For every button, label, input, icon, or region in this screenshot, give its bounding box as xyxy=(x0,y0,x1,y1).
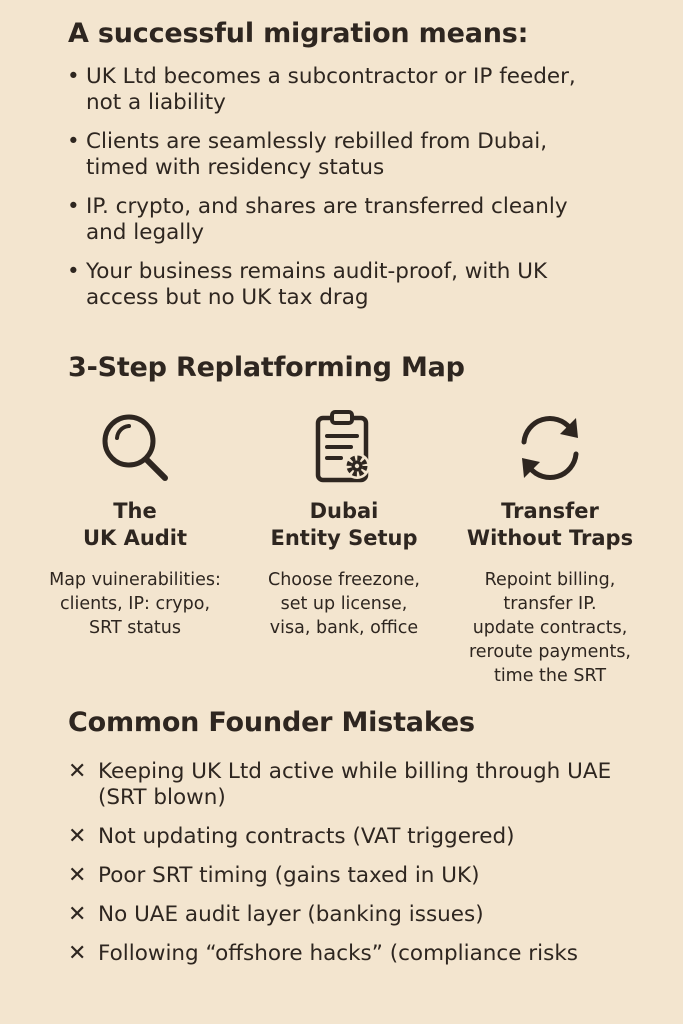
step-title: Transfer Without Traps xyxy=(466,499,634,550)
mistakes-list xyxy=(68,759,668,980)
step-description: Repoint billing, transfer IP. update contracts, reroute payments, time the SRT xyxy=(468,570,631,686)
list-item: ✕ Keeping UK Ltd active while billing through UAE (SRT blown) xyxy=(68,759,612,810)
refresh-arrows-icon xyxy=(450,408,650,488)
document-gear-icon xyxy=(244,408,444,488)
list-item: ✕ Not updating contracts (VAT triggered) xyxy=(68,824,515,849)
magnifier-icon xyxy=(35,408,235,488)
cross-icon: ✕ xyxy=(68,902,87,927)
list-item: ✕ No UAE audit layer (banking issues) xyxy=(68,902,484,927)
step-dubai-entity-setup xyxy=(244,408,444,640)
step-description: Map vuinerabilities: clients, IP: crypo, SRT status xyxy=(49,570,221,638)
bullet-icon: • xyxy=(67,259,80,284)
steps-row xyxy=(40,408,660,698)
list-item: • Your business remains audit-proof, with UK access but no UK tax drag xyxy=(67,259,548,310)
bullet-icon: • xyxy=(67,129,80,154)
list-item: ✕ Poor SRT timing (gains taxed in UK) xyxy=(68,863,480,888)
bullet-icon: • xyxy=(67,64,80,89)
section-heading-success: A successful migration means: xyxy=(68,18,529,49)
cross-icon: ✕ xyxy=(68,824,87,849)
step-description: Choose freezone, set up license, visa, bank, office xyxy=(268,570,420,638)
list-item: • Clients are seamlessly rebilled from Dubai, timed with residency status xyxy=(67,129,548,180)
bullet-icon: • xyxy=(67,194,80,219)
cross-icon: ✕ xyxy=(68,863,87,888)
list-item: • IP. crypto, and shares are transferred cleanly and legally xyxy=(67,194,568,245)
list-item: ✕ Following “offshore hacks” (compliance risks xyxy=(68,941,578,966)
success-list xyxy=(64,64,654,324)
list-item: • UK Ltd becomes a subcontractor or IP feeder, not a liability xyxy=(67,64,576,115)
step-transfer-without-traps xyxy=(450,408,650,688)
step-uk-audit xyxy=(35,408,235,640)
section-heading-mistakes: Common Founder Mistakes xyxy=(68,707,475,738)
cross-icon: ✕ xyxy=(68,759,87,784)
step-title: Dubai Entity Setup xyxy=(270,499,418,550)
step-title: The UK Audit xyxy=(82,499,188,550)
cross-icon: ✕ xyxy=(68,941,87,966)
section-heading-map: 3-Step Replatforming Map xyxy=(68,352,465,383)
